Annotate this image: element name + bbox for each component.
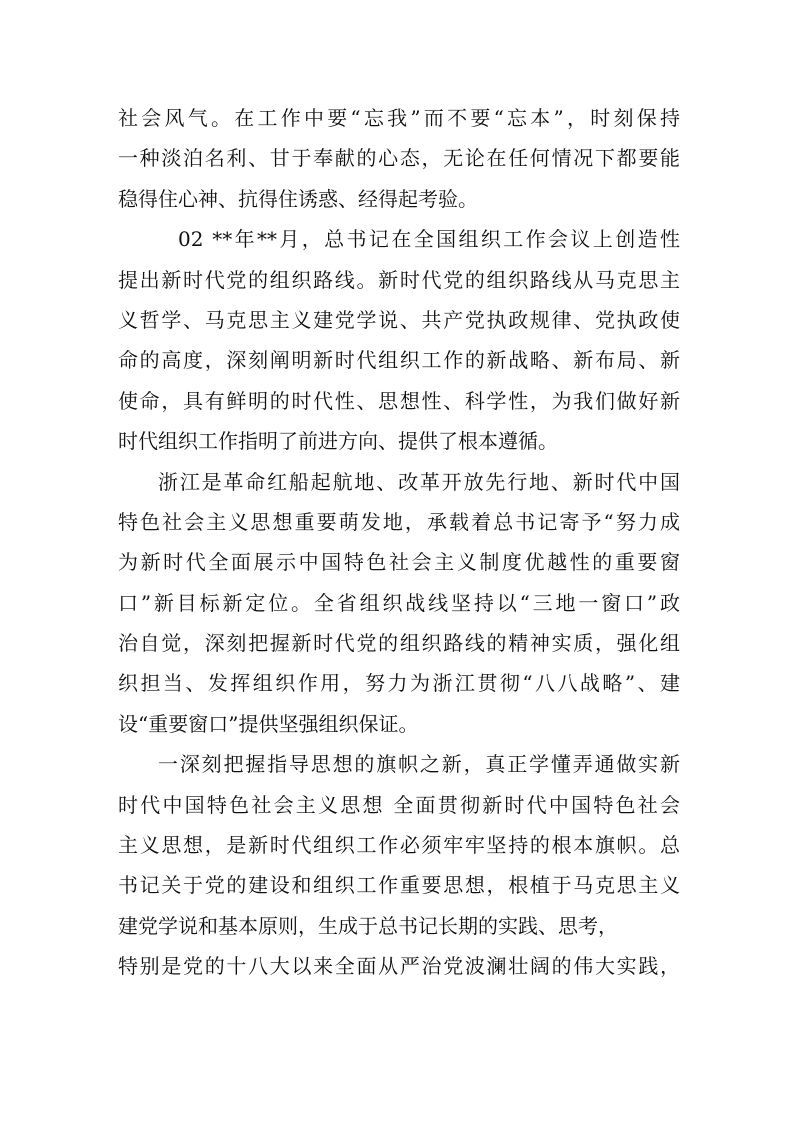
paragraph-start-line: 02 **年**月，总书记在全国组织工作会议上创造性 [178, 227, 680, 252]
text-line: 提出新时代党的组织路线。新时代党的组织路线从马克思主 [118, 267, 680, 292]
text-line: 织担当、发挥组织作用，努力为浙江贯彻“八八战略”、建 [118, 671, 680, 696]
text-line: 命的高度，深刻阐明新时代组织工作的新战略、新布局、新 [118, 348, 680, 373]
text-line: 主义思想，是新时代组织工作必须牢牢坚持的根本旗帜。总 [118, 833, 680, 858]
text-line: 设“重要窗口”提供坚强组织保证。 [118, 711, 419, 736]
text-line: 建党学说和基本原则，生成于总书记长期的实践、思考， [118, 913, 618, 938]
paragraph-start-line: 浙江是革命红船起航地、改革开放先行地、新时代中国 [158, 469, 680, 494]
text-line: 时代组织工作指明了前进方向、提供了根本遵循。 [118, 429, 558, 454]
text-line: 治自觉，深刻把握新时代党的组织路线的精神实质，强化组 [118, 631, 680, 656]
text-line: 社会风气。在工作中要“忘我”而不要“忘本”，时刻保持 [118, 106, 680, 130]
text-line: 口”新目标新定位。全省组织战线坚持以“三地一窗口”政 [118, 590, 680, 615]
text-line: 为新时代全面展示中国特色社会主义制度优越性的重要窗 [118, 550, 680, 575]
paragraph-start-line: 一深刻把握指导思想的旗帜之新，真正学懂弄通做实新 [158, 752, 680, 777]
text-line: 特色社会主义思想重要萌发地，承载着总书记寄予“努力成 [118, 509, 680, 534]
document-body [118, 98, 680, 987]
text-line: 书记关于党的建设和组织工作重要思想，根植于马克思主义 [118, 873, 680, 898]
text-line: 时代中国特色社会主义思想 全面贯彻新时代中国特色社会 [118, 792, 680, 817]
text-line: 稳得住心神、抗得住诱惑、经得起考验。 [118, 186, 478, 211]
text-line: 一种淡泊名利、甘于奉献的心态，无论在任何情况下都要能 [118, 146, 680, 171]
text-line: 义哲学、马克思主义建党学说、共产党执政规律、党执政使 [118, 307, 680, 332]
text-line: 特别是党的十八大以来全面从严治党波澜壮阔的伟大实践， [118, 954, 680, 979]
text-line: 使命，具有鲜明的时代性、思想性、科学性，为我们做好新 [118, 388, 680, 413]
